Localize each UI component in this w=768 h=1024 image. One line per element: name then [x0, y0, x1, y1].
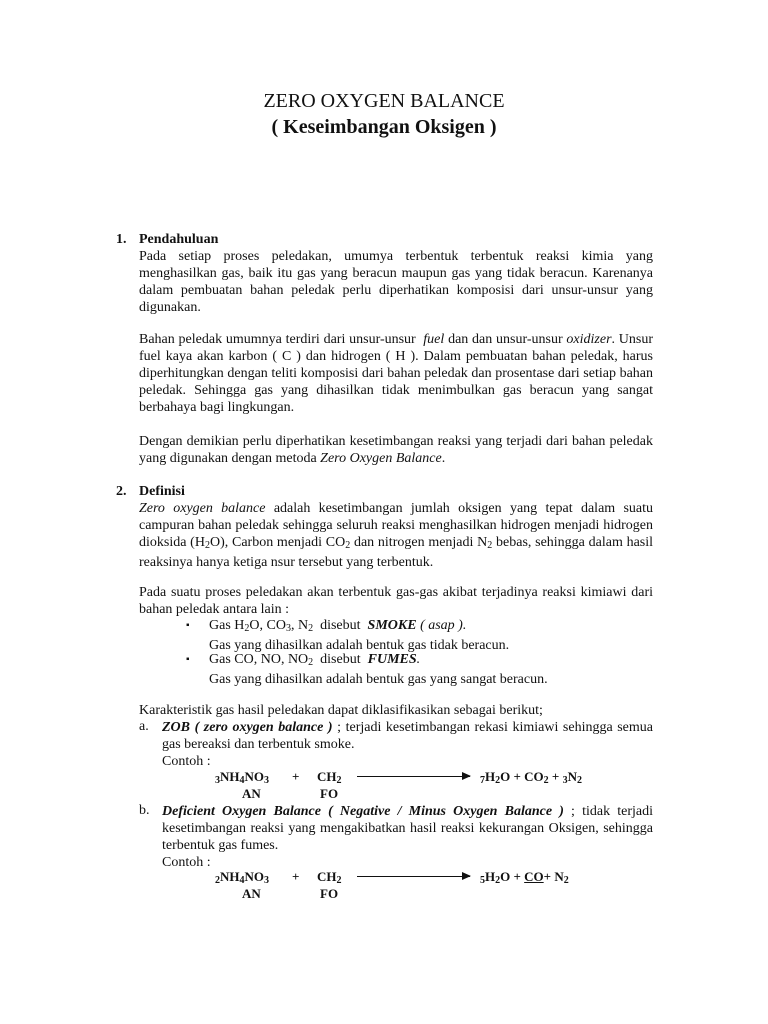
text-run: CH [317, 769, 337, 784]
text-run: Gas CO, NO, NO [209, 652, 309, 667]
bullet-smoke [209, 617, 653, 654]
equation-1-label-fo: FO [320, 786, 339, 801]
text-run: O + CO [500, 769, 544, 784]
section-2-number: 2. [116, 484, 127, 499]
section-1-number: 1. [116, 232, 127, 247]
term-note: . [416, 652, 421, 667]
text-run: CH [317, 869, 337, 884]
equation-1-reactant-1 [215, 769, 269, 786]
term-zero-oxygen-balance: Zero Oxygen Balance [320, 451, 442, 466]
section-1-heading: Pendahuluan [139, 232, 219, 247]
text-run: Bahan peledak umumnya terdiri dari unsur-unsur [139, 332, 416, 347]
subscript: 2 [345, 540, 351, 551]
list-item-deficient [162, 803, 653, 871]
text-run: . [441, 451, 446, 466]
term-oxidizer: oxidizer [566, 332, 612, 347]
bullet-line [209, 651, 653, 671]
subscript: 2 [576, 775, 582, 786]
coefficient: 3 [562, 775, 568, 786]
coefficient: 7 [480, 775, 485, 786]
text-run: NH [220, 769, 240, 784]
equation-2-reactant-1 [215, 869, 269, 886]
text-run: + N [543, 869, 564, 884]
text-run: ; tidak terjadi kesetimbangan reaksi yang mengakibatkan hasil reaksi kekurangan Oksigen, sehingga terbentuk gas fumes. [162, 804, 653, 853]
section-2-paragraph-3: Karakteristik gas hasil peledakan dapat diklasifikasikan sebagai berikut; [139, 703, 543, 718]
equation-2-label-an: AN [242, 886, 261, 901]
equation-2-products [480, 869, 569, 886]
subscript: 2 [543, 775, 549, 786]
term-fumes: FUMES [367, 652, 417, 667]
text-run: N [567, 769, 577, 784]
subscript: 2 [244, 623, 250, 634]
equation-1-label-an: AN [242, 786, 261, 801]
text-run: NO [244, 869, 264, 884]
bullet-line-2: Gas yang dihasilkan adalah bentuk gas yang sangat beracun. [209, 672, 548, 687]
subscript: 2 [563, 875, 569, 886]
subscript: 3 [264, 875, 269, 886]
reaction-arrow-icon [357, 776, 470, 777]
subscript: 2 [308, 657, 314, 668]
term-fuel: fuel [423, 332, 445, 347]
subscript: 2 [487, 540, 493, 551]
term-zob: ZOB ( zero oxygen balance ) [162, 720, 333, 735]
equation-2-plus: + [292, 869, 300, 884]
term-deficient-oxygen-balance: Deficient Oxygen Balance ( Negative / Minus Oxygen Balance ) [162, 804, 564, 819]
section-2-heading: Definisi [139, 484, 185, 499]
text-run: disebut [320, 652, 361, 667]
equation-1-products [480, 769, 582, 786]
list-marker-a: a. [139, 719, 149, 734]
equation-1-reactant-2 [317, 769, 342, 786]
underlined-co: CO [524, 869, 544, 884]
section-1-paragraph-2 [139, 331, 653, 416]
text-run: Dengan demikian perlu diperhatikan kesetimbangan reaksi yang terjadi dari bahan peledak yang digunakan dengan metoda [139, 434, 653, 466]
list-marker-b: b. [139, 803, 150, 818]
bullet-fumes [209, 651, 653, 688]
section-2-paragraph-1 [139, 500, 653, 571]
text-run: H [485, 869, 496, 884]
equation-2-reactant-2 [317, 869, 342, 886]
text-run: bebas, sehingga dalam hasil reaksinya hanya ketiga nsur tersebut yang terbentuk. [139, 535, 654, 570]
contoh-label: Contoh : [162, 754, 211, 769]
section-2-paragraph-2: Pada suatu proses peledakan akan terbentuk gas-gas akibat terjadinya reaksi kimiawi dari bahan peledak antara lain : [139, 585, 653, 617]
subscript: 2 [308, 623, 314, 634]
bullet-icon: ▪ [186, 620, 190, 631]
subscript: 4 [239, 875, 245, 886]
coefficient: 3 [215, 775, 220, 786]
text-run: + [548, 769, 563, 784]
text-run: adalah kesetimbangan jumlah oksigen yang tepat dalam suatu campuran bahan peledak sehingga seluruh reaksi menghasilkan hidrogen menjadi hidrogen dioksida (H [139, 501, 654, 550]
equation-1-plus: + [292, 769, 300, 784]
page-subtitle: ( Keseimbangan Oksigen ) [271, 116, 497, 138]
page-title: ZERO OXYGEN BALANCE [263, 90, 505, 112]
subscript: 3 [264, 775, 269, 786]
text-run: ; terjadi kesetimbangan rekasi kimiawi sehingga semua gas bereaksi dan terbentuk smoke. [162, 720, 654, 752]
subscript: 2 [204, 540, 210, 551]
text-run: Gas H [209, 618, 245, 633]
subscript: 2 [336, 875, 342, 886]
subscript: 3 [285, 623, 291, 634]
text-run: H [485, 769, 496, 784]
bullet-line [209, 617, 653, 637]
term-zero-oxygen-balance: Zero oxygen balance [139, 501, 266, 516]
term-note: ( asap ). [420, 618, 467, 633]
text-run: dan nitrogen menjadi N [353, 535, 488, 550]
text-run: NH [220, 869, 240, 884]
subscript: 2 [495, 775, 501, 786]
equation-2-label-fo: FO [320, 886, 339, 901]
text-run: disebut [320, 618, 361, 633]
section-1-paragraph-1: Pada setiap proses peledakan, umumya terbentuk terbentuk reaksi kimia yang menghasilkan gas, baik itu gas yang beracun maupun gas yang tidak beracun. Karenanya dalam pembuatan bahan peledak perlu diperhatikan komposisi dari unsur-unsur yang digunakan. [139, 249, 653, 315]
subscript: 4 [239, 775, 245, 786]
text-run: O, CO [249, 618, 286, 633]
coefficient: 2 [215, 875, 220, 886]
subscript: 2 [495, 875, 501, 886]
bullet-line-2: Gas yang dihasilkan adalah bentuk gas tidak beracun. [209, 638, 510, 653]
text-run: O + [500, 869, 525, 884]
term-smoke: SMOKE [367, 618, 417, 633]
coefficient: 5 [480, 875, 485, 886]
list-item-zob [162, 719, 653, 770]
subscript: 2 [336, 775, 342, 786]
contoh-label: Contoh : [162, 855, 211, 870]
text-run: O), Carbon menjadi CO [209, 535, 346, 550]
bullet-icon: ▪ [186, 654, 190, 665]
text-run: , N [290, 618, 309, 633]
text-run: dan dan unsur-unsur [448, 332, 563, 347]
section-1-paragraph-3 [139, 433, 653, 467]
text-run: NO [244, 769, 264, 784]
text-run: . Unsur fuel kaya akan karbon ( C ) dan hidrogen ( H ). Dalam pembuatan bahan peledak, harus diperhitungkan dengan teliti komposisi dari bahan peledak dan prosentase dari setiap bahan peledak. Sehingga gas yang dihasilkan tidak menimbulkan gas beracun yang sangat berbahaya bagi lingkungan. [139, 332, 654, 415]
reaction-arrow-icon [357, 876, 470, 877]
